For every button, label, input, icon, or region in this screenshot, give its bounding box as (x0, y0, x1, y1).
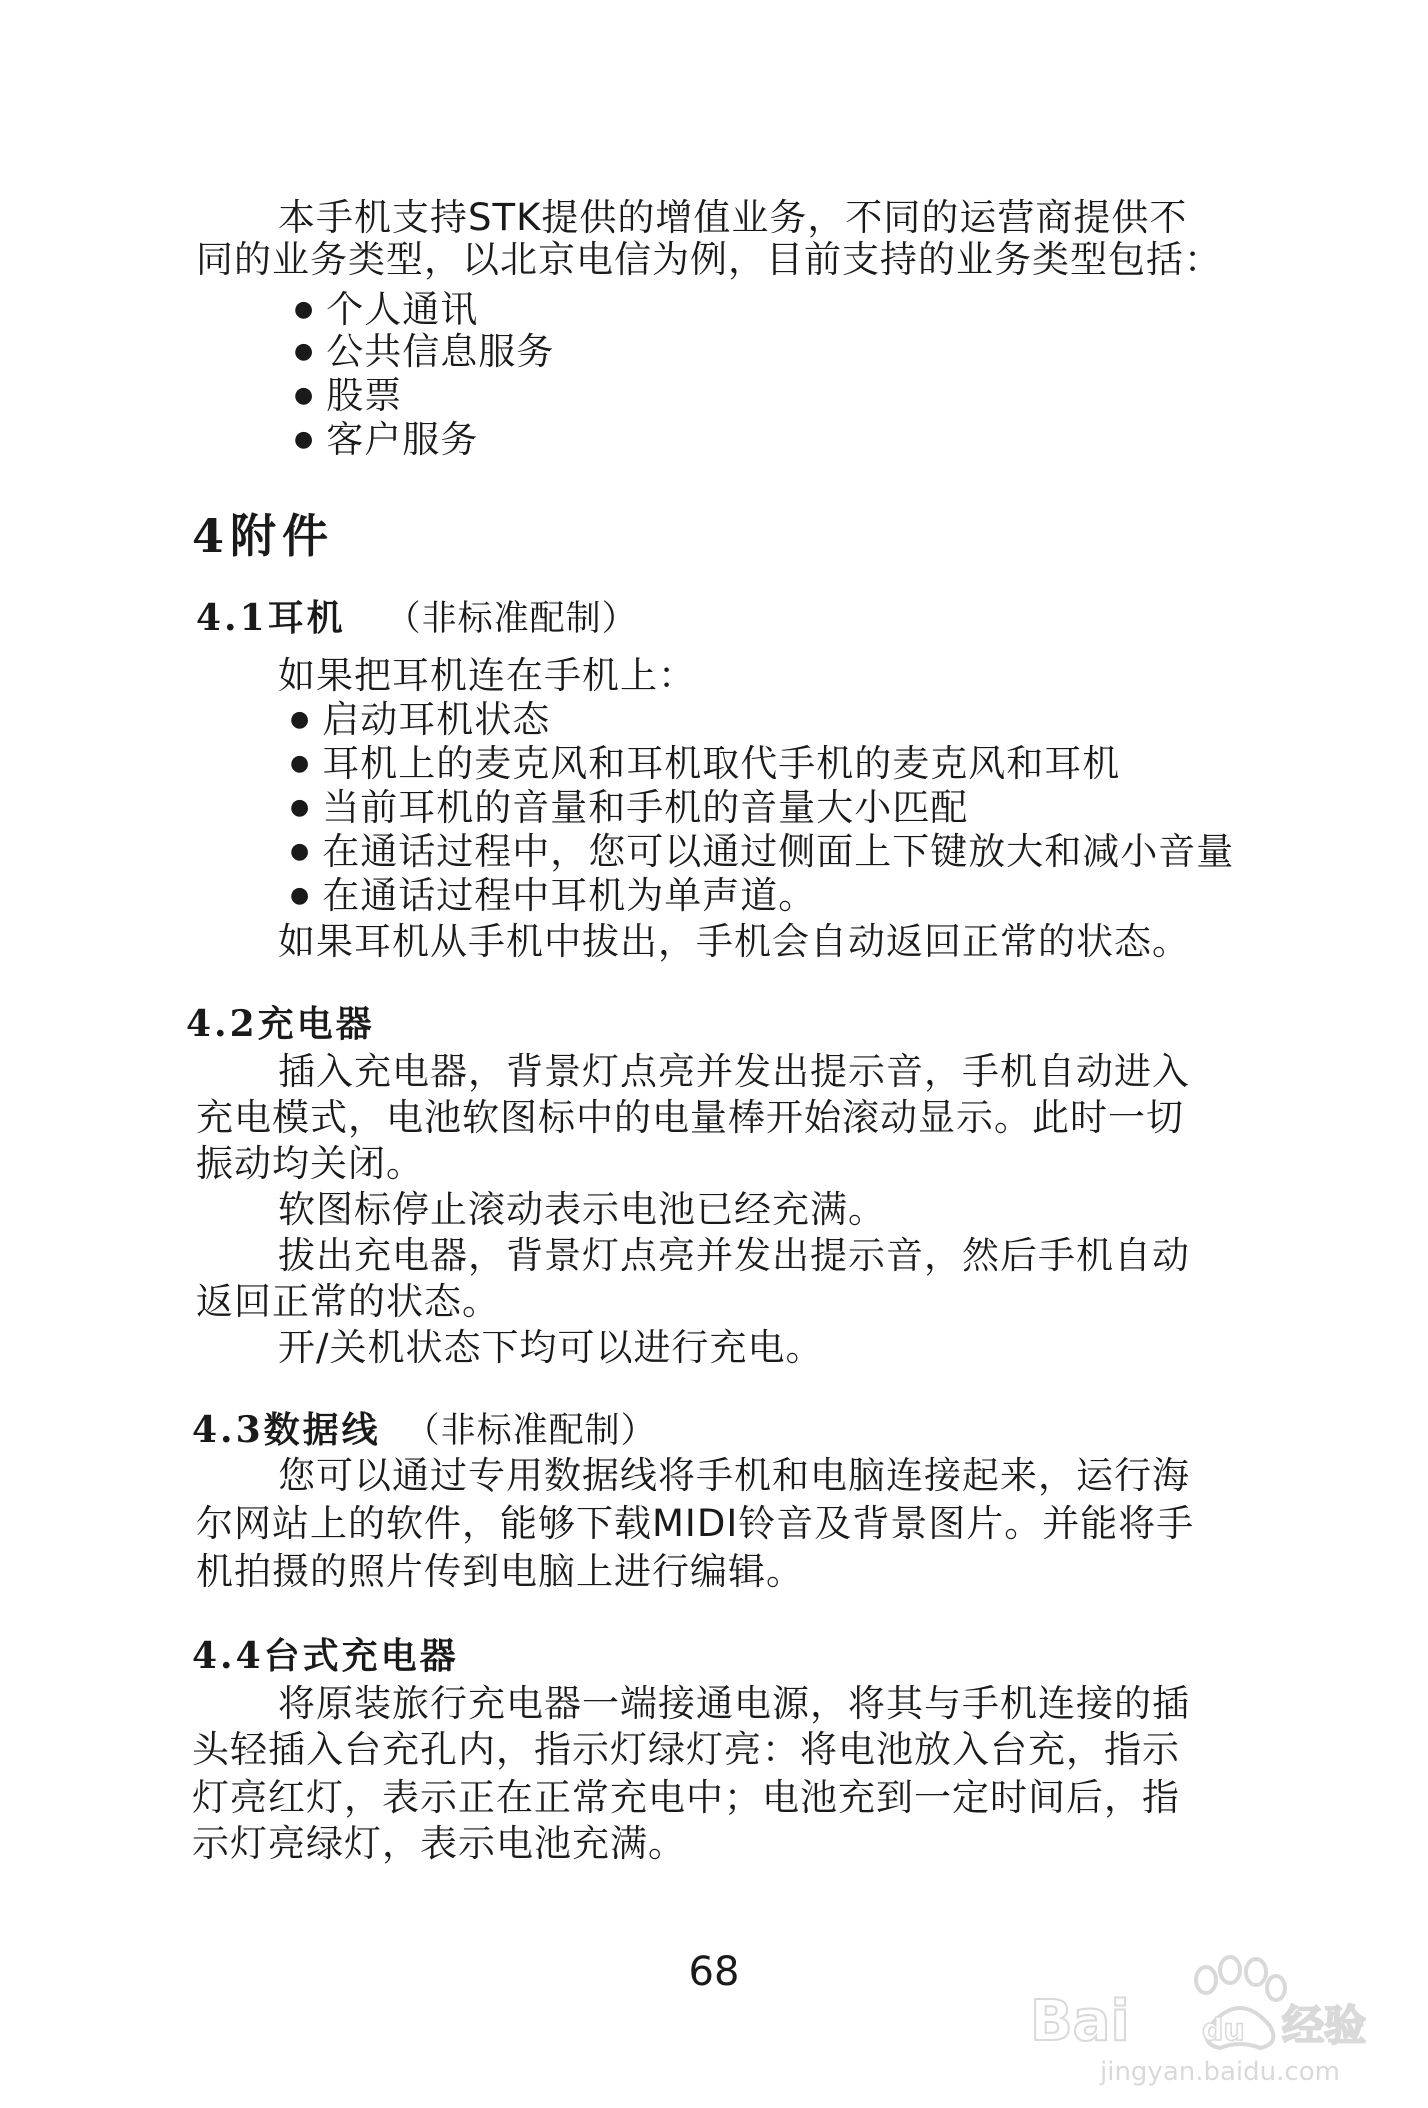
sec44-p-line-4: 示灯亮绿灯，表示电池充满。 (192, 1822, 686, 1865)
sec42-p2: 软图标停止滚动表示电池已经充满。 (278, 1188, 886, 1231)
intro-bullet: ● 客户服务 (294, 418, 478, 462)
baidu-paw-logo-icon (1030, 1940, 1370, 2090)
sec42-p3-line-2: 返回正常的状态。 (196, 1280, 500, 1323)
sec41-tail: 如果耳机从手机中拔出，手机会自动返回正常的状态。 (278, 920, 1190, 963)
intro-paragraph-line-2: 同的业务类型，以北京电信为例，目前支持的业务类型包括： (196, 238, 1222, 281)
sec44-p-line-3: 灯亮红灯，表示正在正常充电中；电池充到一定时间后，指 (192, 1776, 1180, 1819)
baidu-jingyan-watermark (1030, 1940, 1370, 2090)
sec43-p-line-1: 您可以通过专用数据线将手机和电脑连接起来，运行海 (278, 1454, 1190, 1497)
section-heading-4-3 (192, 1402, 657, 1453)
svg-text:jingyan.baidu.com: jingyan.baidu.com (1100, 2057, 1340, 2087)
sec41-bullet: ● 耳机上的麦克风和耳机取代手机的麦克风和耳机 (290, 742, 1120, 786)
section-heading-4-2 (186, 996, 375, 1047)
section-note: （非标准配制） (385, 599, 638, 639)
sec42-p1-line-1: 插入充电器，背景灯点亮并发出提示音，手机自动进入 (278, 1050, 1190, 1093)
sec41-bullet: ● 在通话过程中耳机为单声道。 (290, 874, 816, 918)
intro-bullet: ● 公共信息服务 (294, 330, 554, 374)
sec44-p-line-2: 头轻插入台充孔内，指示灯绿灯亮：将电池放入台充，指示 (192, 1728, 1180, 1771)
section-title: 4.3数据线 (192, 1409, 381, 1451)
sec41-lead: 如果把耳机连在手机上： (278, 654, 696, 697)
intro-bullet: ● 个人通讯 (294, 288, 478, 332)
sec44-p-line-1: 将原装旅行充电器一端接通电源，将其与手机连接的插 (278, 1682, 1190, 1725)
section-note: （非标准配制） (404, 1411, 657, 1451)
svg-text:du: du (1202, 2013, 1245, 2048)
intro-paragraph-line-1: 本手机支持STK提供的增值业务，不同的运营商提供不 (278, 196, 1188, 239)
section-title: 4.2充电器 (186, 1003, 375, 1045)
svg-text:Bai: Bai (1030, 1989, 1130, 2054)
sec41-bullet: ● 在通话过程中，您可以通过侧面上下键放大和减小音量 (290, 830, 1234, 874)
section-title: 4.4台式充电器 (192, 1635, 459, 1677)
sec42-p1-line-2: 充电模式，电池软图标中的电量棒开始滚动显示。此时一切 (196, 1096, 1184, 1139)
section-heading-4-1 (196, 590, 638, 641)
svg-text:经验: 经验 (1282, 2001, 1367, 2050)
sec41-bullet: ● 当前耳机的音量和手机的音量大小匹配 (290, 786, 968, 830)
chapter-heading: 4附件 (192, 509, 335, 563)
page-number: 68 (688, 1949, 740, 1995)
sec41-bullet: ● 启动耳机状态 (290, 698, 550, 742)
intro-bullet: ● 股票 (294, 374, 402, 418)
section-heading-4-4 (192, 1628, 459, 1679)
sec42-p3-line-1: 拔出充电器，背景灯点亮并发出提示音，然后手机自动 (278, 1234, 1190, 1277)
section-title: 4.1耳机 (196, 597, 346, 639)
sec42-p1-line-3: 振动均关闭。 (196, 1142, 424, 1185)
sec42-p4: 开/关机状态下均可以进行充电。 (278, 1326, 824, 1369)
sec43-p-line-2: 尔网站上的软件，能够下载MIDI铃音及背景图片。并能将手 (196, 1502, 1195, 1545)
sec43-p-line-3: 机拍摄的照片传到电脑上进行编辑。 (196, 1550, 804, 1593)
